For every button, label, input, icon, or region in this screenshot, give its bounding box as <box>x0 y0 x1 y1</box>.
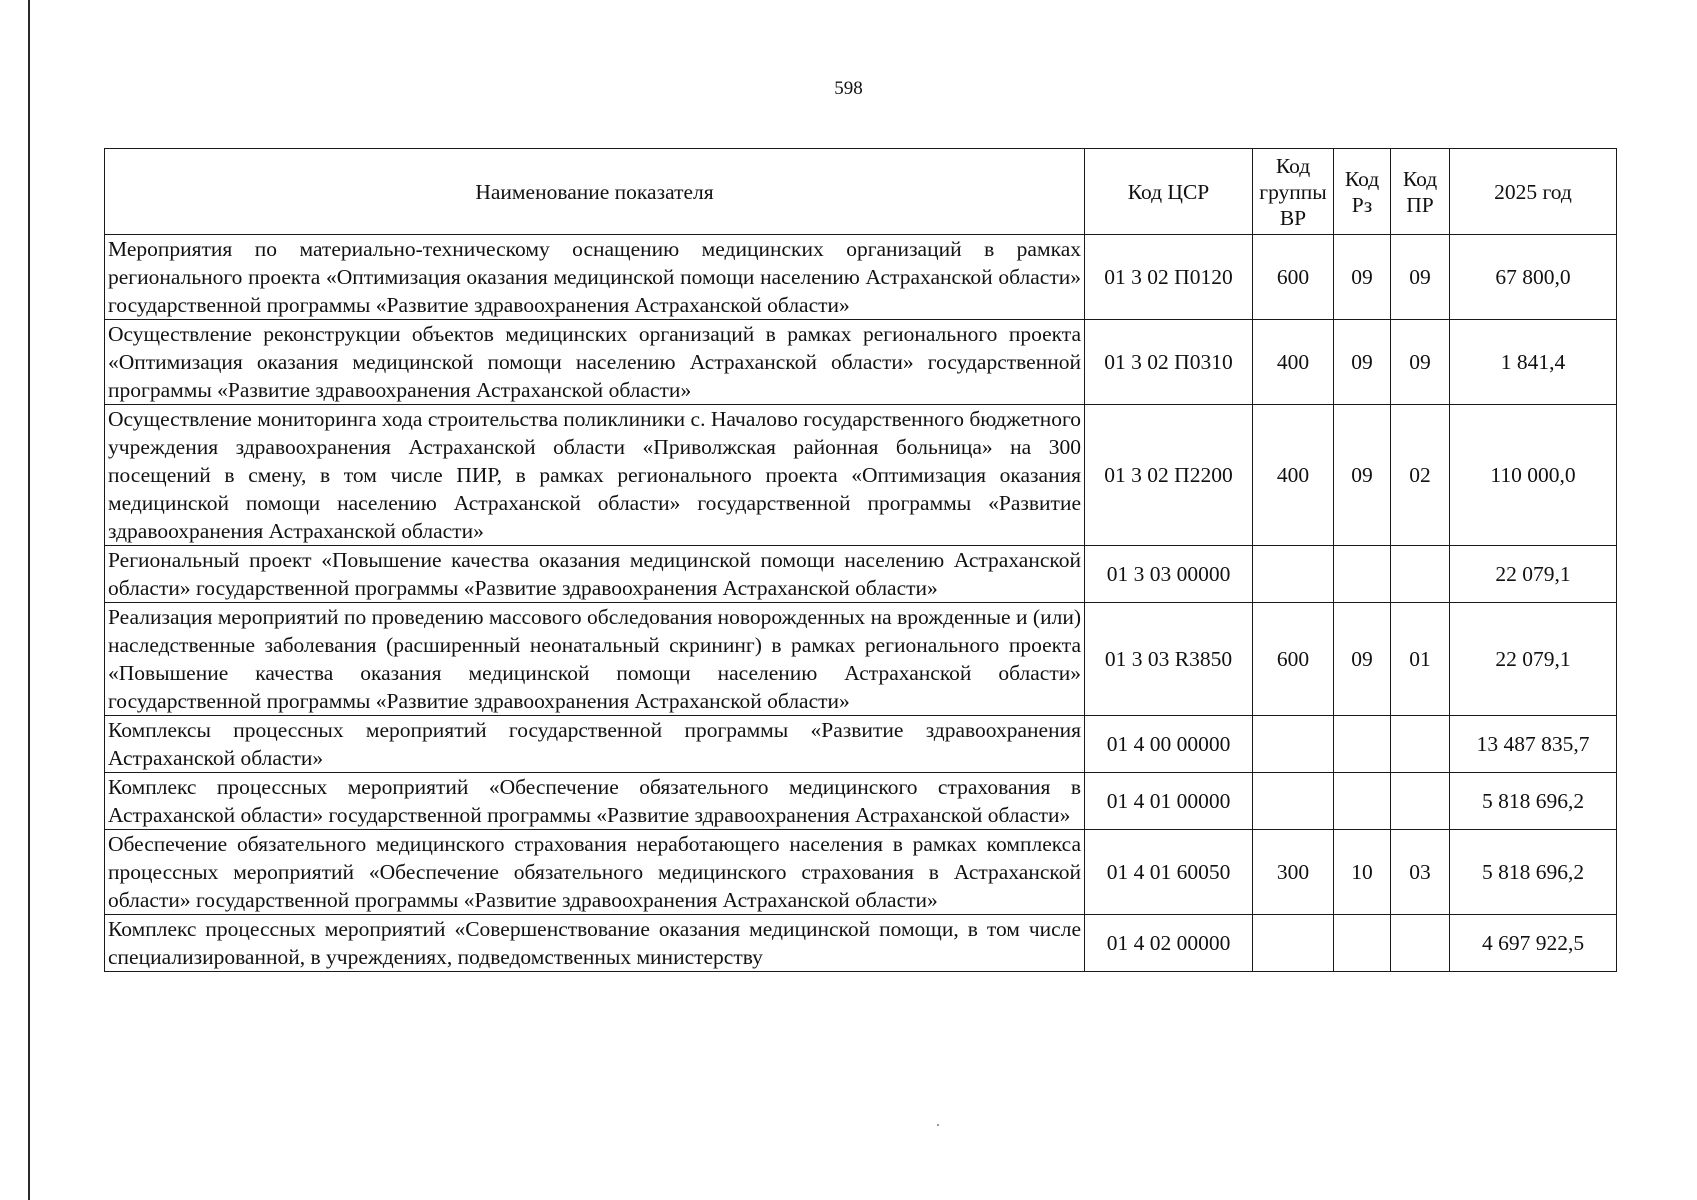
row-rz-code <box>1334 773 1391 830</box>
row-pr-code <box>1391 546 1450 603</box>
row-vr-code: 600 <box>1253 235 1334 320</box>
table-row <box>105 405 1617 546</box>
row-csr-code: 01 4 02 00000 <box>1085 915 1253 972</box>
header-year-2025: 2025 год <box>1450 149 1617 235</box>
page-number: 598 <box>834 78 863 99</box>
row-rz-code: 09 <box>1334 603 1391 716</box>
row-rz-code <box>1334 716 1391 773</box>
row-vr-code <box>1253 546 1334 603</box>
header-rz-code: Код Рз <box>1334 149 1391 235</box>
row-rz-code: 09 <box>1334 235 1391 320</box>
header-csr-code: Код ЦСР <box>1085 149 1253 235</box>
table-row <box>105 716 1617 773</box>
row-csr-code: 01 3 02 П0310 <box>1085 320 1253 405</box>
row-name: Обеспечение обязательного медицинского страхования неработающего населения в рамках комплекса процессных мероприятий «Обеспечение обязательного медицинского страхования в Астраханской области» государственной программы «Развитие здравоохранения Астраханской области» <box>105 830 1085 915</box>
row-rz-code: 09 <box>1334 405 1391 546</box>
row-pr-code <box>1391 915 1450 972</box>
scan-left-border <box>28 0 30 1200</box>
row-vr-code <box>1253 915 1334 972</box>
scan-speck <box>937 1124 939 1126</box>
row-pr-code <box>1391 716 1450 773</box>
row-pr-code: 03 <box>1391 830 1450 915</box>
row-name: Региональный проект «Повышение качества оказания медицинской помощи населению Астраханской области» государственной программы «Развитие здравоохранения Астраханской области» <box>105 546 1085 603</box>
row-amount: 4 697 922,5 <box>1450 915 1617 972</box>
table-row <box>105 235 1617 320</box>
row-name: Осуществление мониторинга хода строительства поликлиники с. Началово государственного бюджетного учреждения здравоохранения Астраханской области «Приволжская районная больница» на 300 посещений в смену, в том числе ПИР, в рамках регионального проекта «Оптимизация оказания медицинской помощи населению Астраханской области» государственной программы «Развитие здравоохранения Астраханской области» <box>105 405 1085 546</box>
row-name: Комплекс процессных мероприятий «Совершенствование оказания медицинской помощи, в том числе специализированной, в учреждениях, подведомственных министерству <box>105 915 1085 972</box>
table-row <box>105 830 1617 915</box>
table-header-row <box>105 149 1617 235</box>
budget-table <box>104 148 1617 972</box>
row-csr-code: 01 4 01 60050 <box>1085 830 1253 915</box>
row-pr-code: 01 <box>1391 603 1450 716</box>
row-pr-code <box>1391 773 1450 830</box>
table-row <box>105 546 1617 603</box>
row-name: Комплексы процессных мероприятий государственной программы «Развитие здравоохранения Астраханской области» <box>105 716 1085 773</box>
row-csr-code: 01 3 03 R3850 <box>1085 603 1253 716</box>
row-csr-code: 01 3 03 00000 <box>1085 546 1253 603</box>
row-pr-code: 09 <box>1391 235 1450 320</box>
row-vr-code <box>1253 773 1334 830</box>
header-pr-code: Код ПР <box>1391 149 1450 235</box>
row-amount: 67 800,0 <box>1450 235 1617 320</box>
row-amount: 22 079,1 <box>1450 546 1617 603</box>
table-row <box>105 915 1617 972</box>
row-name: Комплекс процессных мероприятий «Обеспечение обязательного медицинского страхования в Астраханской области» государственной программы «Развитие здравоохранения Астраханской области» <box>105 773 1085 830</box>
row-amount: 5 818 696,2 <box>1450 830 1617 915</box>
row-name: Реализация мероприятий по проведению массового обследования новорожденных на врожденные и (или) наследственные заболевания (расширенный неонатальный скрининг) в рамках регионального проекта «Повышение качества оказания медицинской помощи населению Астраханской области» государственной программы «Развитие здравоохранения Астраханской области» <box>105 603 1085 716</box>
row-name: Мероприятия по материально-техническому оснащению медицинских организаций в рамках регионального проекта «Оптимизация оказания медицинской помощи населению Астраханской области» государственной программы «Развитие здравоохранения Астраханской области» <box>105 235 1085 320</box>
row-pr-code: 02 <box>1391 405 1450 546</box>
row-amount: 1 841,4 <box>1450 320 1617 405</box>
row-amount: 13 487 835,7 <box>1450 716 1617 773</box>
table-row <box>105 320 1617 405</box>
row-rz-code: 10 <box>1334 830 1391 915</box>
row-vr-code <box>1253 716 1334 773</box>
row-vr-code: 600 <box>1253 603 1334 716</box>
row-vr-code: 400 <box>1253 405 1334 546</box>
row-vr-code: 400 <box>1253 320 1334 405</box>
row-amount: 5 818 696,2 <box>1450 773 1617 830</box>
header-vr-group-code: Код группы ВР <box>1253 149 1334 235</box>
row-vr-code: 300 <box>1253 830 1334 915</box>
header-name: Наименование показателя <box>105 149 1085 235</box>
row-csr-code: 01 4 01 00000 <box>1085 773 1253 830</box>
row-csr-code: 01 3 02 П0120 <box>1085 235 1253 320</box>
row-rz-code: 09 <box>1334 320 1391 405</box>
table-row <box>105 773 1617 830</box>
row-amount: 110 000,0 <box>1450 405 1617 546</box>
row-rz-code <box>1334 546 1391 603</box>
row-amount: 22 079,1 <box>1450 603 1617 716</box>
row-pr-code: 09 <box>1391 320 1450 405</box>
table-row <box>105 603 1617 716</box>
row-csr-code: 01 4 00 00000 <box>1085 716 1253 773</box>
row-name: Осуществление реконструкции объектов медицинских организаций в рамках регионального проекта «Оптимизация оказания медицинской помощи населению Астраханской области» государственной программы «Развитие здравоохранения Астраханской области» <box>105 320 1085 405</box>
row-csr-code: 01 3 02 П2200 <box>1085 405 1253 546</box>
row-rz-code <box>1334 915 1391 972</box>
